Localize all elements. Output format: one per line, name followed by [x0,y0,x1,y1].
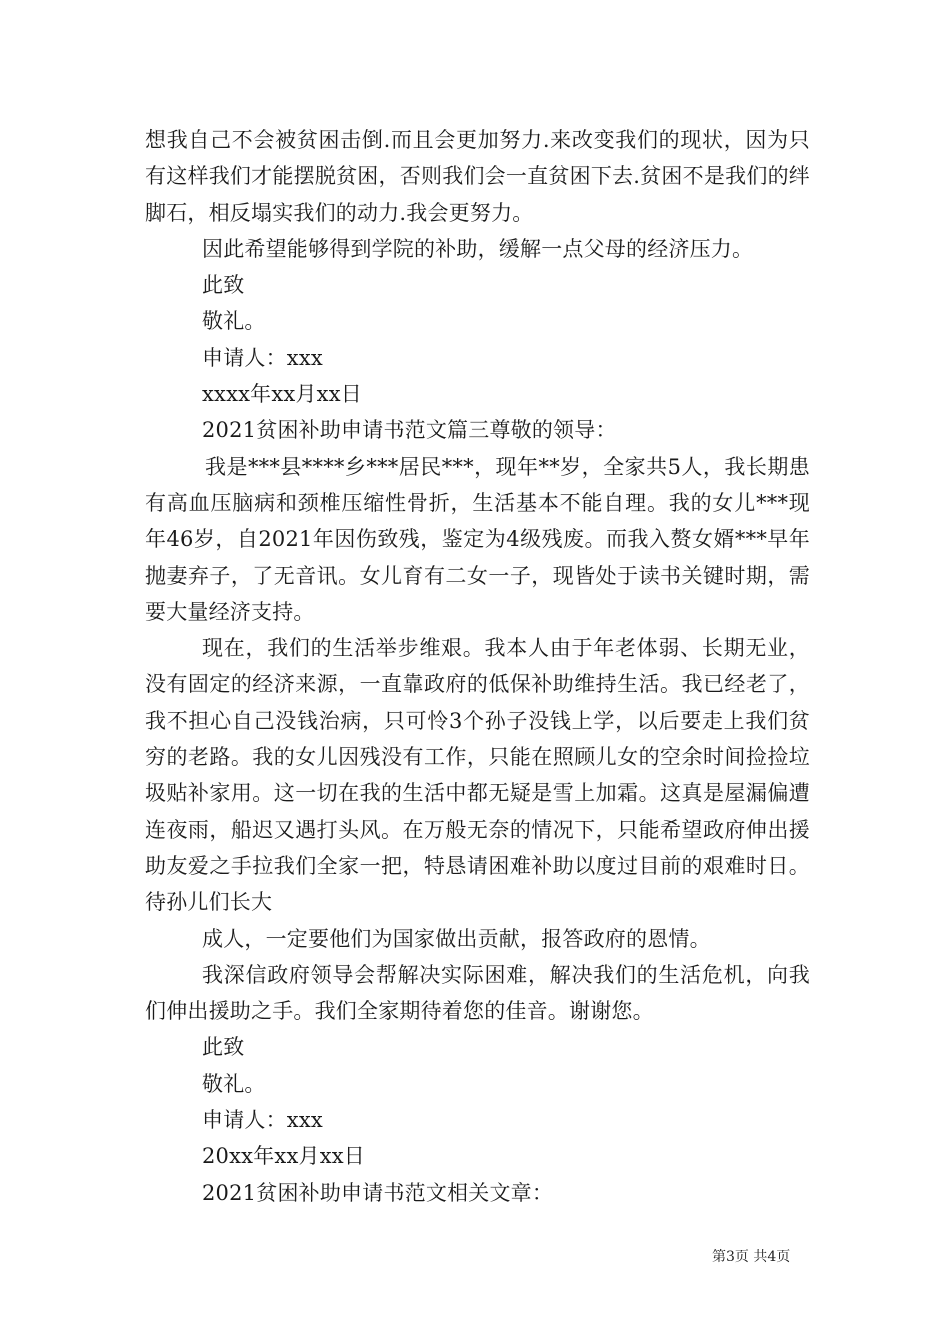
document-body [145,122,810,1211]
paragraph-4: 现在，我们的生活举步维艰。我本人由于年老体弱、长期无业，没有固定的经济来源，一直靠政府的低保补助维持生活。我已经老了，我不担心自己没钱治病，只可怜3个孙子没钱上学，以后要走上我们贫穷的老路。我的女儿因残没有工作，只能在照顾儿女的空余时间捡捡垃圾贴补家用。这一切在我的生活中都无疑是雪上加霜。这真是屋漏偏遭连夜雨，船迟又遇打头风。在万般无奈的情况下，只能希望政府伸出援助友爱之手拉我们全家一把，特恳请困难补助以度过目前的艰难时日。待孙儿们长大 [145,636,810,915]
paragraph-2: 因此希望能够得到学院的补助，缓解一点父母的经济压力。 [202,236,754,261]
page-indicator: 第3页 共4页 [712,1249,791,1265]
paragraph-3: 我是***县****乡***居民***，现年**岁，全家共5人，我长期患有高血压脑病和颈椎压缩性骨折，生活基本不能自理。我的女儿***现年46岁，自2021年因伤致残，鉴定为4级残废。而我入赘女婿***早年抛妻弃子，了无音讯。女儿育有二女一子，现皆处于读书关键时期，需要大量经济支持。 [145,454,810,624]
applicant-line-2: 申请人：xxx [202,1108,323,1133]
closing-salutation-2: 此致 [202,1035,245,1060]
paragraph-1: 想我自己不会被贫困击倒.而且会更加努力.来改变我们的现状，因为只有这样我们才能摆脱贫困，否则我们会一直贫困下去.贫困不是我们的绊脚石，相反塌实我们的动力.我会更努力。 [145,128,810,225]
paragraph-6: 我深信政府领导会帮解决实际困难，解决我们的生活危机，向我们伸出援助之手。我们全家期待着您的佳音。谢谢您。 [145,962,810,1024]
related-articles-heading: 2021贫困补助申请书范文相关文章： [202,1180,554,1205]
section-heading-3: 2021贫困补助申请书范文篇三尊敬的领导： [202,418,617,443]
closing-regards-2: 敬礼。 [202,1071,266,1096]
closing-salutation-1: 此致 [202,273,245,298]
applicant-line-1: 申请人：xxx [202,345,323,370]
date-line-1: xxxx年xx月xx日 [202,382,362,407]
closing-regards-1: 敬礼。 [202,309,266,334]
paragraph-5: 成人，一定要他们为国家做出贡献，报答政府的恩情。 [202,926,711,951]
date-line-2: 20xx年xx月xx日 [202,1144,365,1169]
